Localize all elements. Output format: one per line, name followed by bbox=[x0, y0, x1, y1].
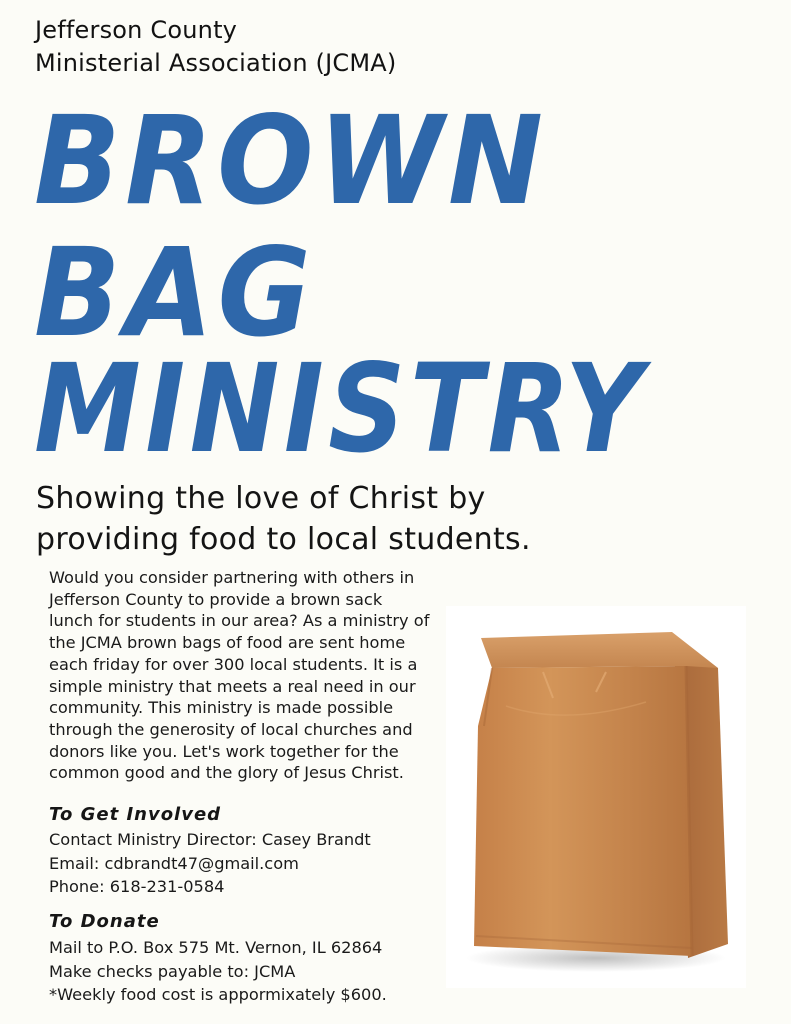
title-line-1: BROWN bbox=[34, 90, 548, 232]
brown-paper-bag-image bbox=[446, 606, 746, 988]
title-line-3: MINISTRY bbox=[34, 338, 647, 480]
get-involved-info bbox=[49, 828, 371, 899]
donate-heading: To Donate bbox=[49, 911, 160, 932]
donate-weekly-cost: *Weekly food cost is appormixately $600. bbox=[49, 985, 387, 1004]
organization-line-2: Ministerial Association (JCMA) bbox=[35, 49, 397, 77]
organization-name bbox=[35, 14, 396, 80]
tagline bbox=[36, 478, 531, 560]
description-paragraph bbox=[49, 567, 459, 784]
organization-line-1: Jefferson County bbox=[35, 16, 238, 44]
brown-paper-bag-icon bbox=[446, 606, 746, 988]
description-line: through the generosity of local churches and bbox=[49, 719, 413, 739]
description-line: donors like you. Let's work together for the bbox=[49, 741, 399, 761]
contact-email[interactable]: Email: cdbrandt47@gmail.com bbox=[49, 853, 299, 873]
donate-checks-payable: Make checks payable to: JCMA bbox=[49, 961, 296, 981]
donate-mail-address: Mail to P.O. Box 575 Mt. Vernon, IL 62864 bbox=[49, 938, 383, 957]
description-line: community. This ministry is made possible bbox=[49, 698, 394, 718]
description-line: Would you consider partnering with others in bbox=[49, 568, 415, 587]
tagline-line-1: Showing the love of Christ by bbox=[36, 481, 486, 516]
title-line-2: BAG bbox=[34, 222, 316, 364]
tagline-line-2: providing food to local students. bbox=[36, 522, 531, 557]
description-line: common good and the glory of Jesus Christ. bbox=[49, 763, 404, 783]
description-line: Jefferson County to provide a brown sack bbox=[49, 589, 383, 609]
description-line: the JCMA brown bags of food are sent home bbox=[49, 633, 406, 653]
description-line: simple ministry that meets a real need in our bbox=[49, 676, 416, 696]
donate-info bbox=[49, 936, 387, 1007]
contact-phone[interactable]: Phone: 618-231-0584 bbox=[49, 877, 225, 896]
contact-director: Contact Ministry Director: Casey Brandt bbox=[49, 830, 371, 849]
description-line: lunch for students in our area? As a ministry of bbox=[49, 611, 430, 631]
get-involved-heading: To Get Involved bbox=[49, 804, 222, 825]
description-line: each friday for over 300 local students. It is a bbox=[49, 654, 418, 674]
